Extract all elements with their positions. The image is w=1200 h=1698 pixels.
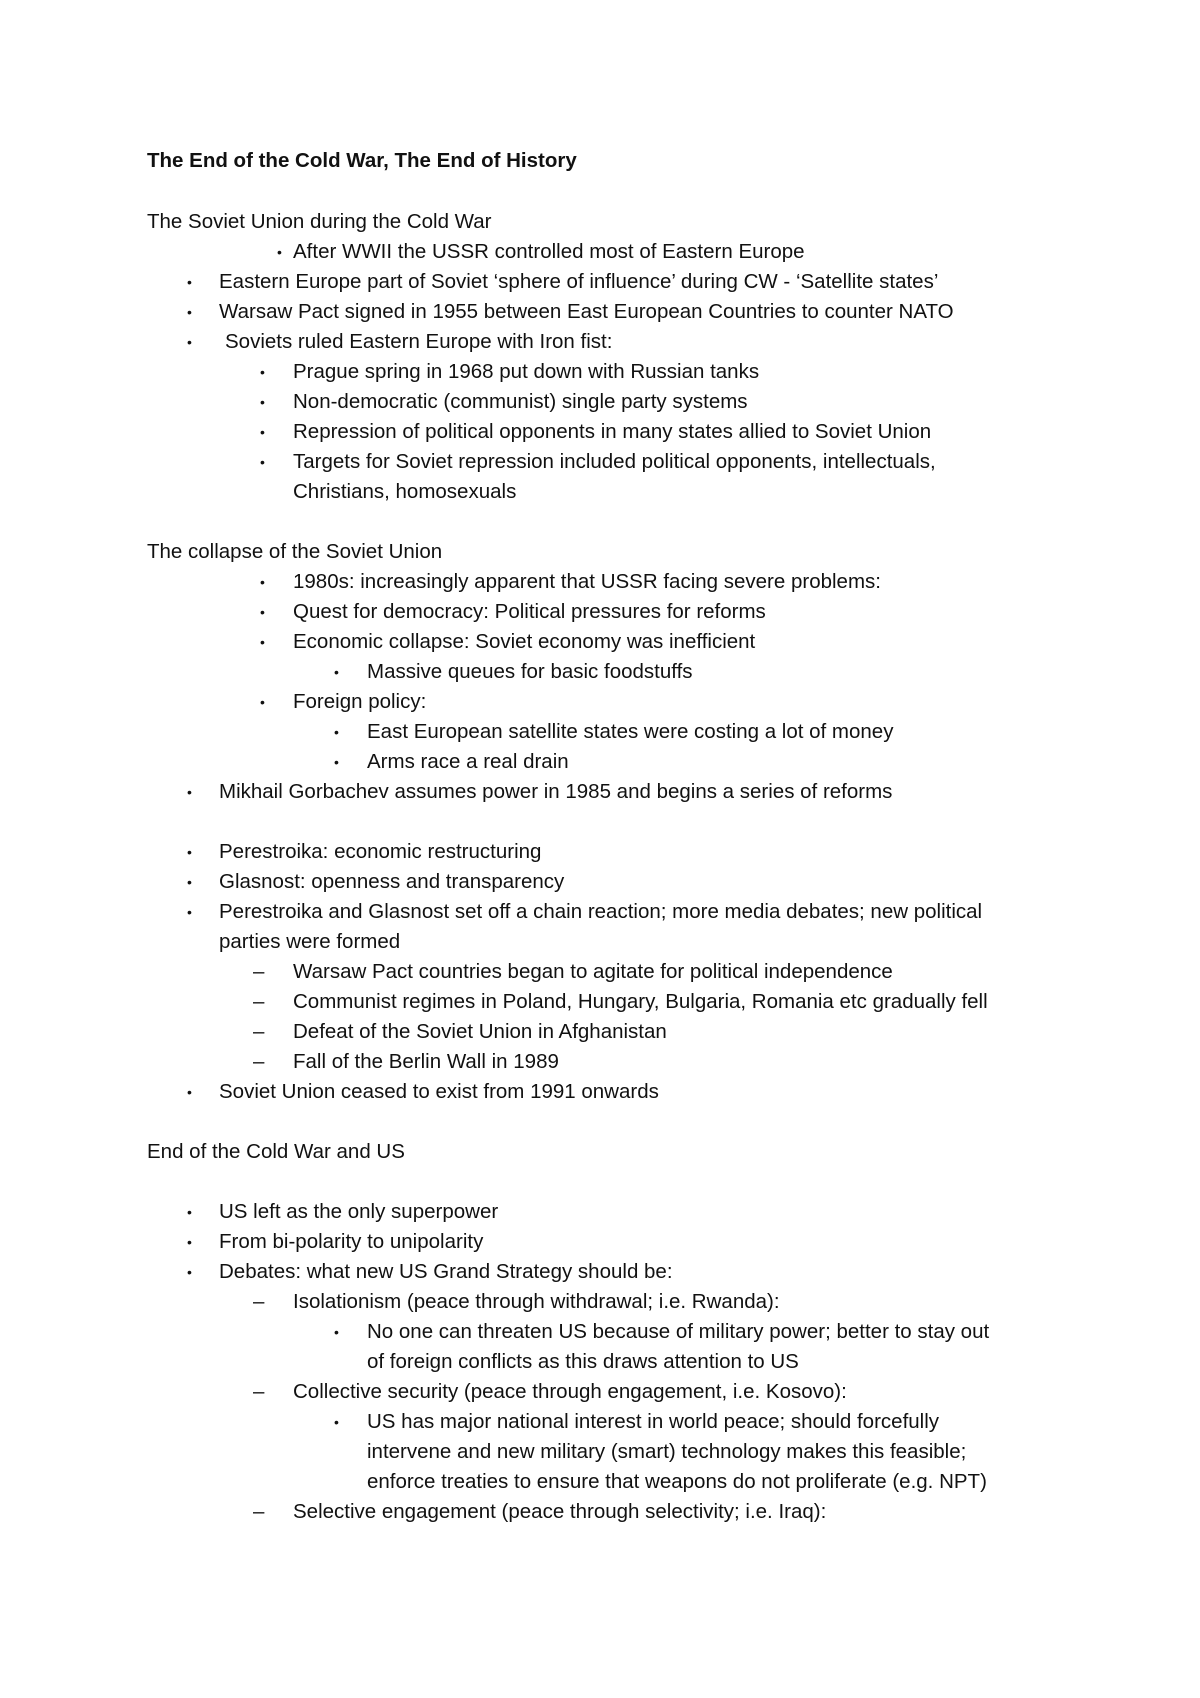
list-item: Targets for Soviet repression included political opponents, intellectuals, — [293, 450, 936, 473]
bullet-marker: • — [260, 454, 265, 470]
bullet-marker: • — [187, 904, 192, 920]
list-item: Communist regimes in Poland, Hungary, Bulgaria, Romania etc gradually fell — [293, 990, 988, 1013]
list-item: After WWII the USSR controlled most of Eastern Europe — [293, 240, 805, 263]
list-item-continuation: Christians, homosexuals — [293, 480, 517, 503]
list-item: From bi-polarity to unipolarity — [219, 1230, 484, 1253]
dash-marker: – — [253, 1500, 265, 1523]
bullet-marker: • — [187, 1264, 192, 1280]
list-item: Non-democratic (communist) single party systems — [293, 390, 748, 413]
bullet-marker: • — [187, 874, 192, 890]
list-item-continuation: of foreign conflicts as this draws attention to US — [367, 1350, 799, 1373]
bullet-marker: • — [334, 664, 339, 680]
section-heading: The collapse of the Soviet Union — [147, 540, 443, 563]
bullet-marker: • — [260, 424, 265, 440]
bullet-marker: • — [187, 784, 192, 800]
list-item: Warsaw Pact signed in 1955 between East European Countries to counter NATO — [219, 300, 954, 323]
list-item: Perestroika and Glasnost set off a chain reaction; more media debates; new political — [219, 900, 983, 923]
bullet-marker: • — [260, 574, 265, 590]
dash-marker: – — [253, 960, 265, 983]
list-item: Collective security (peace through engagement, i.e. Kosovo): — [293, 1380, 847, 1403]
list-item: 1980s: increasingly apparent that USSR facing severe problems: — [293, 570, 881, 593]
bullet-marker: • — [334, 1324, 339, 1340]
dash-marker: – — [253, 1380, 265, 1403]
list-item: Repression of political opponents in many states allied to Soviet Union — [293, 420, 932, 443]
list-item: Warsaw Pact countries began to agitate for political independence — [293, 960, 893, 983]
bullet-marker: • — [187, 1234, 192, 1250]
list-item: Prague spring in 1968 put down with Russian tanks — [293, 360, 760, 383]
list-item: US has major national interest in world peace; should forcefully — [367, 1410, 940, 1433]
bullet-marker: • — [334, 754, 339, 770]
list-item: Glasnost: openness and transparency — [219, 870, 565, 893]
dash-marker: – — [253, 1050, 265, 1073]
section-heading: The Soviet Union during the Cold War — [147, 210, 492, 233]
list-item: Isolationism (peace through withdrawal; i.e. Rwanda): — [293, 1290, 780, 1313]
list-item: Arms race a real drain — [367, 750, 569, 773]
list-item: Economic collapse: Soviet economy was inefficient — [293, 630, 756, 653]
list-item: Foreign policy: — [293, 690, 427, 713]
list-item: Fall of the Berlin Wall in 1989 — [293, 1050, 559, 1073]
list-item-continuation: parties were formed — [219, 930, 401, 953]
bullet-marker: • — [187, 304, 192, 320]
bullet-marker: • — [277, 244, 282, 260]
bullet-marker: • — [260, 604, 265, 620]
bullet-marker: • — [187, 844, 192, 860]
bullet-marker: • — [187, 1204, 192, 1220]
list-item: Eastern Europe part of Soviet ‘sphere of influence’ during CW - ‘Satellite states’ — [219, 270, 939, 293]
bullet-marker: • — [334, 1414, 339, 1430]
list-item: Perestroika: economic restructuring — [219, 840, 542, 863]
section-heading: End of the Cold War and US — [147, 1140, 405, 1163]
list-item: No one can threaten US because of military power; better to stay out — [367, 1320, 990, 1343]
list-item: Quest for democracy: Political pressures for reforms — [293, 600, 766, 623]
list-item: Massive queues for basic foodstuffs — [367, 660, 693, 683]
bullet-marker: • — [187, 334, 192, 350]
document-title: The End of the Cold War, The End of History — [147, 149, 577, 172]
bullet-marker: • — [187, 1084, 192, 1100]
bullet-marker: • — [260, 364, 265, 380]
list-item: Debates: what new US Grand Strategy should be: — [219, 1260, 673, 1283]
list-item: Selective engagement (peace through selectivity; i.e. Iraq): — [293, 1500, 827, 1523]
list-item: Mikhail Gorbachev assumes power in 1985 and begins a series of reforms — [219, 780, 893, 803]
list-item-continuation: intervene and new military (smart) technology makes this feasible; — [367, 1440, 967, 1463]
dash-marker: – — [253, 1290, 265, 1313]
bullet-marker: • — [334, 724, 339, 740]
list-item: Defeat of the Soviet Union in Afghanistan — [293, 1020, 667, 1043]
list-item-continuation: enforce treaties to ensure that weapons do not proliferate (e.g. NPT) — [367, 1470, 987, 1493]
bullet-marker: • — [260, 634, 265, 650]
bullet-marker: • — [260, 394, 265, 410]
list-item: Soviet Union ceased to exist from 1991 onwards — [219, 1080, 659, 1103]
dash-marker: – — [253, 990, 265, 1013]
dash-marker: – — [253, 1020, 265, 1043]
list-item: Soviets ruled Eastern Europe with Iron fist: — [225, 330, 613, 353]
bullet-marker: • — [260, 694, 265, 710]
list-item: US left as the only superpower — [219, 1200, 499, 1223]
bullet-marker: • — [187, 274, 192, 290]
list-item: East European satellite states were costing a lot of money — [367, 720, 894, 743]
